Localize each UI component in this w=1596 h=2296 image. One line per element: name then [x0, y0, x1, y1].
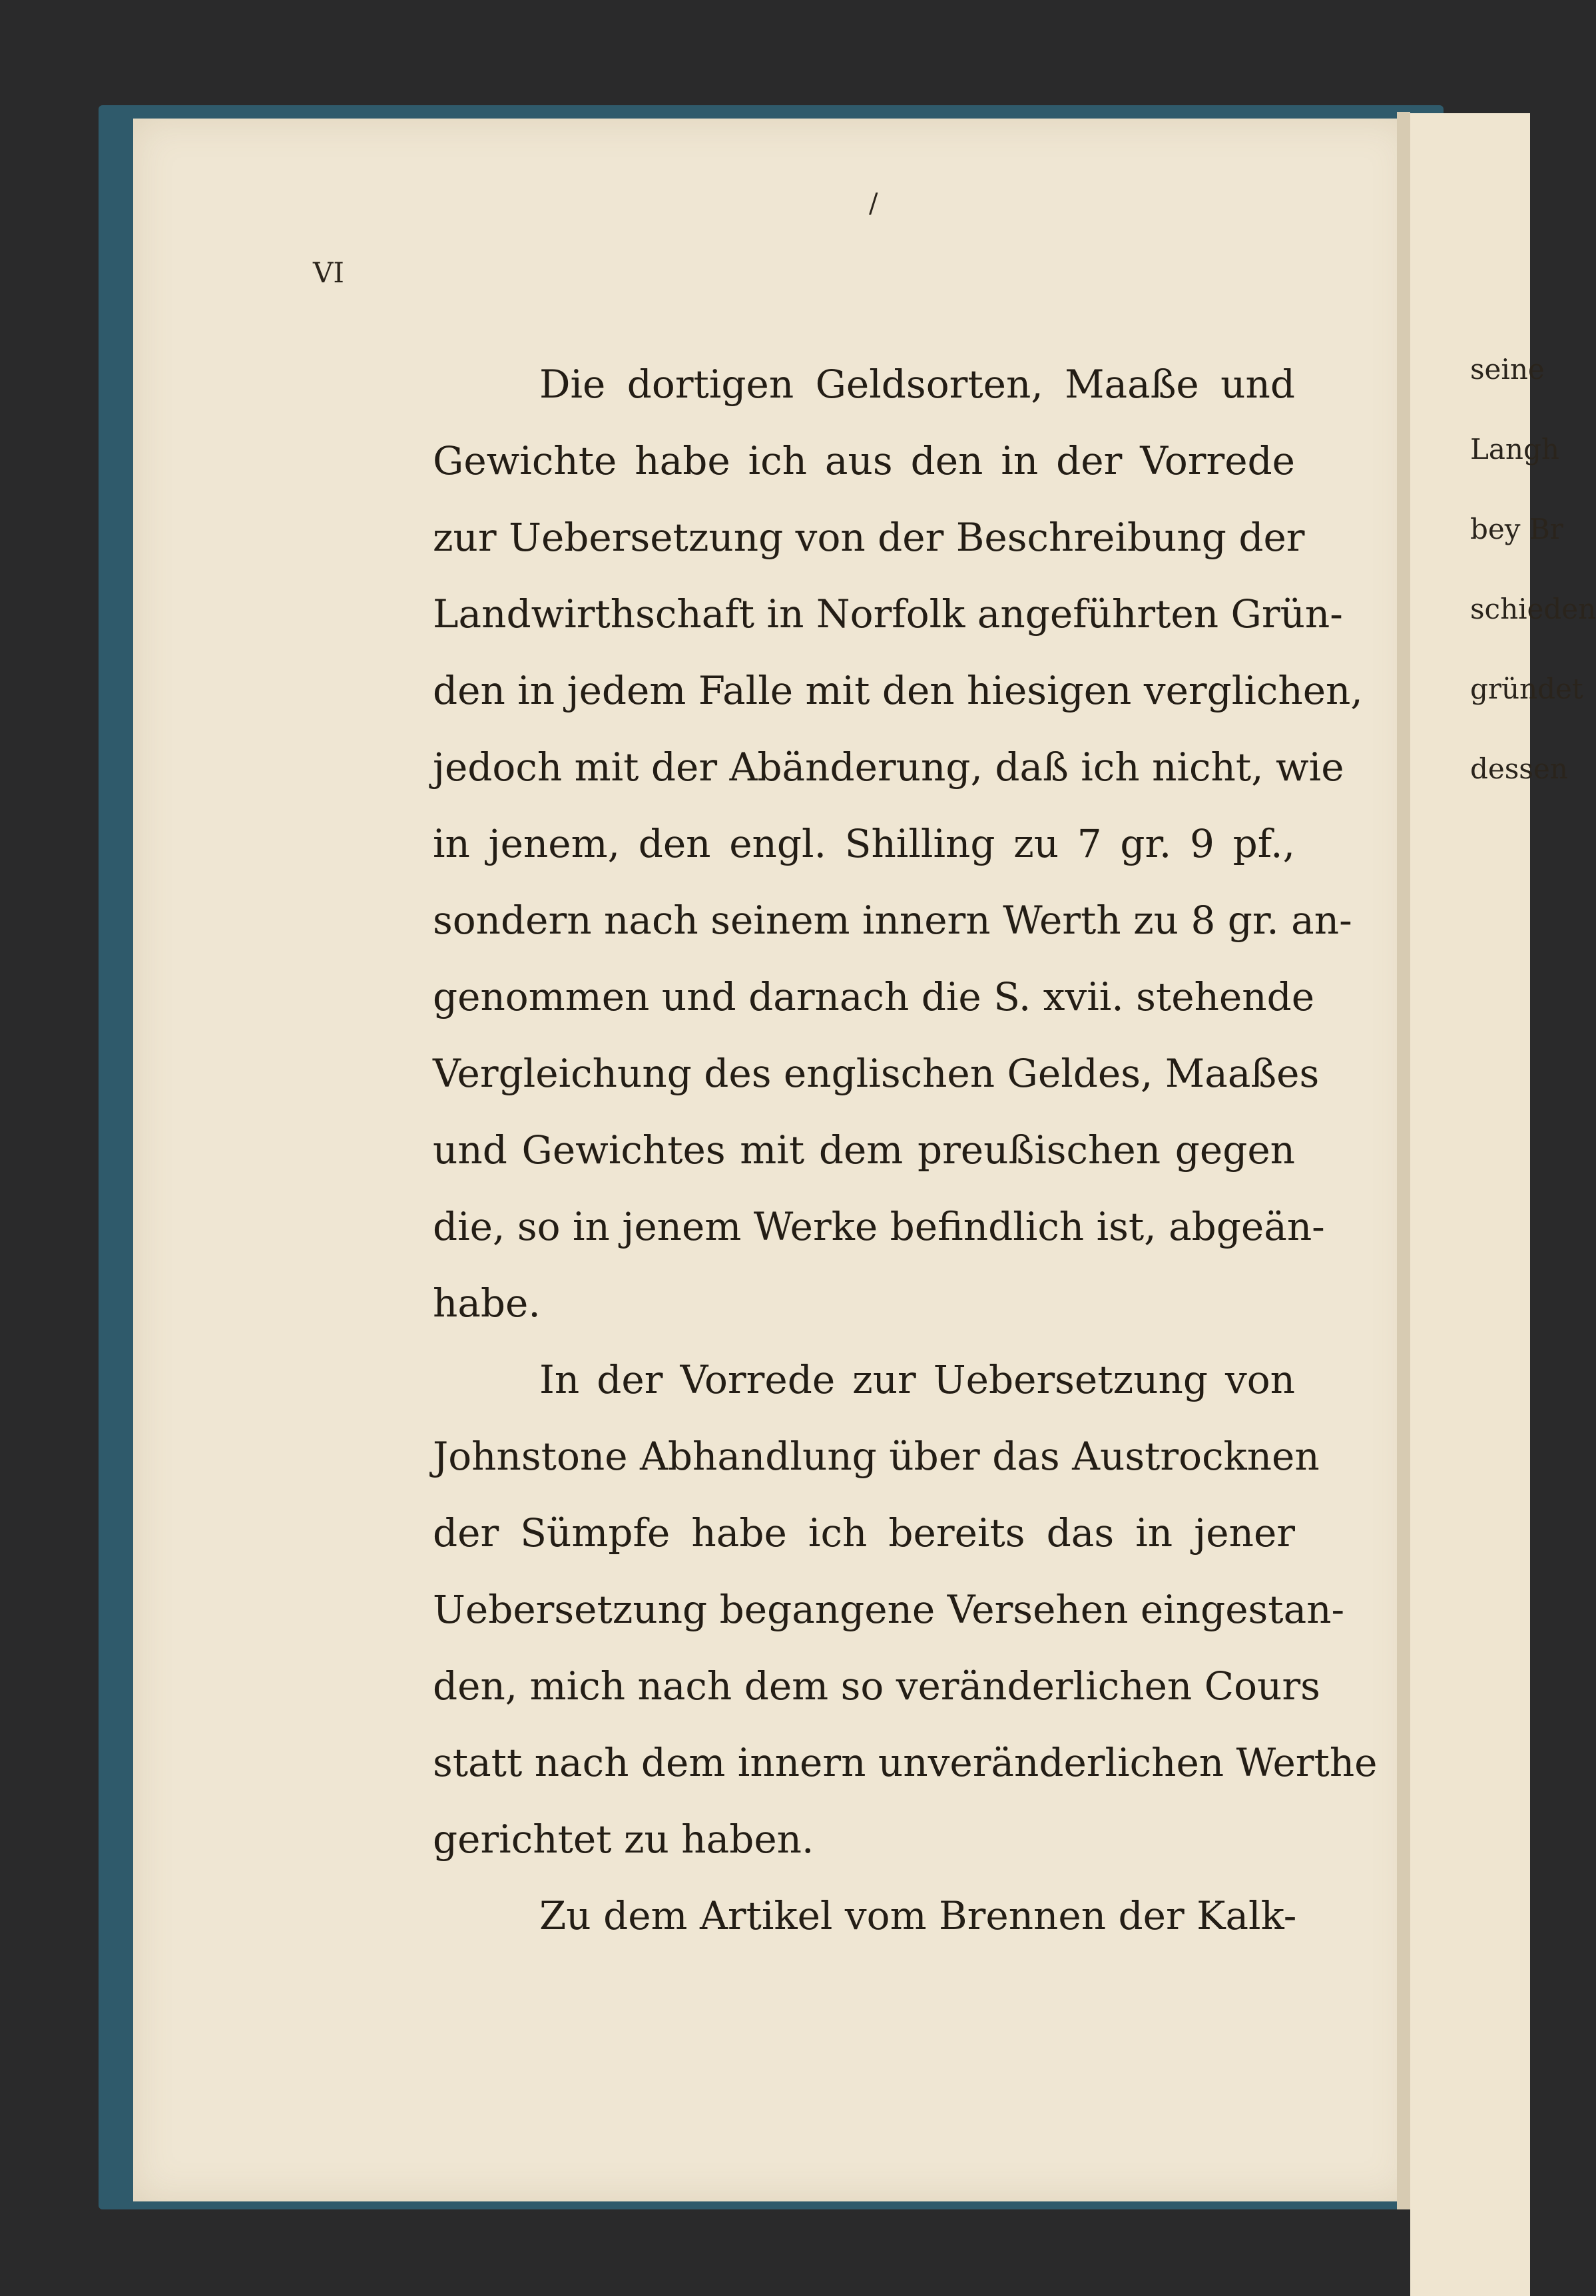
paragraph-3: [433, 1878, 1295, 1954]
next-page-fragment: dessen: [1470, 752, 1568, 785]
text-line: Uebersetzung begangene Versehen eingestan-: [433, 1587, 1345, 1632]
text-line: zur Uebersetzung von der Beschreibung der: [433, 515, 1305, 560]
next-page-fragment: Langh: [1470, 433, 1559, 465]
text-line: jedoch mit der Abänderung, daß ich nicht, wie: [433, 744, 1344, 790]
text-line: habe.: [433, 1281, 541, 1326]
page-mark: /: [869, 188, 878, 219]
text-line: Zu dem Artikel vom Brennen der Kalk-: [539, 1893, 1297, 1938]
text-line: Die dortigen Geldsorten, Maaße und: [539, 362, 1295, 407]
next-page-fragment: seine: [1470, 353, 1545, 386]
text-line: der Sümpfe habe ich bereits das in jener: [433, 1510, 1295, 1556]
paragraph-2: [433, 1342, 1378, 1878]
page-body: [433, 346, 1378, 1954]
text-line: sondern nach seinem innern Werth zu 8 gr. an-: [433, 898, 1352, 943]
next-page-fragment: schieden: [1470, 593, 1596, 625]
next-page-fragment: gründet: [1470, 673, 1583, 705]
next-page-fragment: bey Br: [1470, 513, 1563, 545]
text-line: Gewichte habe ich aus den in der Vorrede: [433, 438, 1295, 483]
text-line: Vergleichung des englischen Geldes, Maaßes: [433, 1051, 1320, 1096]
next-page-edge: [1410, 113, 1596, 2296]
text-line: den in jedem Falle mit den hiesigen verglichen,: [433, 668, 1363, 713]
text-line: Landwirthschaft in Norfolk angeführten Grün-: [433, 591, 1343, 637]
text-line: Johnstone Abhandlung über das Austrocknen: [433, 1434, 1320, 1479]
text-line: statt nach dem innern unveränderlichen Werthe: [433, 1740, 1378, 1785]
paragraph-1: [433, 346, 1363, 1342]
page-gutter: [1397, 112, 1410, 2209]
text-line: In der Vorrede zur Uebersetzung von: [539, 1357, 1295, 1402]
text-line: in jenem, den engl. Shilling zu 7 gr. 9 pf.,: [433, 821, 1295, 866]
text-line: die, so in jenem Werke befindlich ist, abgeän-: [433, 1204, 1325, 1249]
text-line: gerichtet zu haben.: [433, 1817, 814, 1862]
text-line: den, mich nach dem so veränderlichen Cours: [433, 1663, 1320, 1709]
text-line: und Gewichtes mit dem preußischen gegen: [433, 1127, 1295, 1173]
page-number: VI: [313, 256, 344, 289]
text-line: genommen und darnach die S. xvii. stehende: [433, 974, 1315, 1019]
